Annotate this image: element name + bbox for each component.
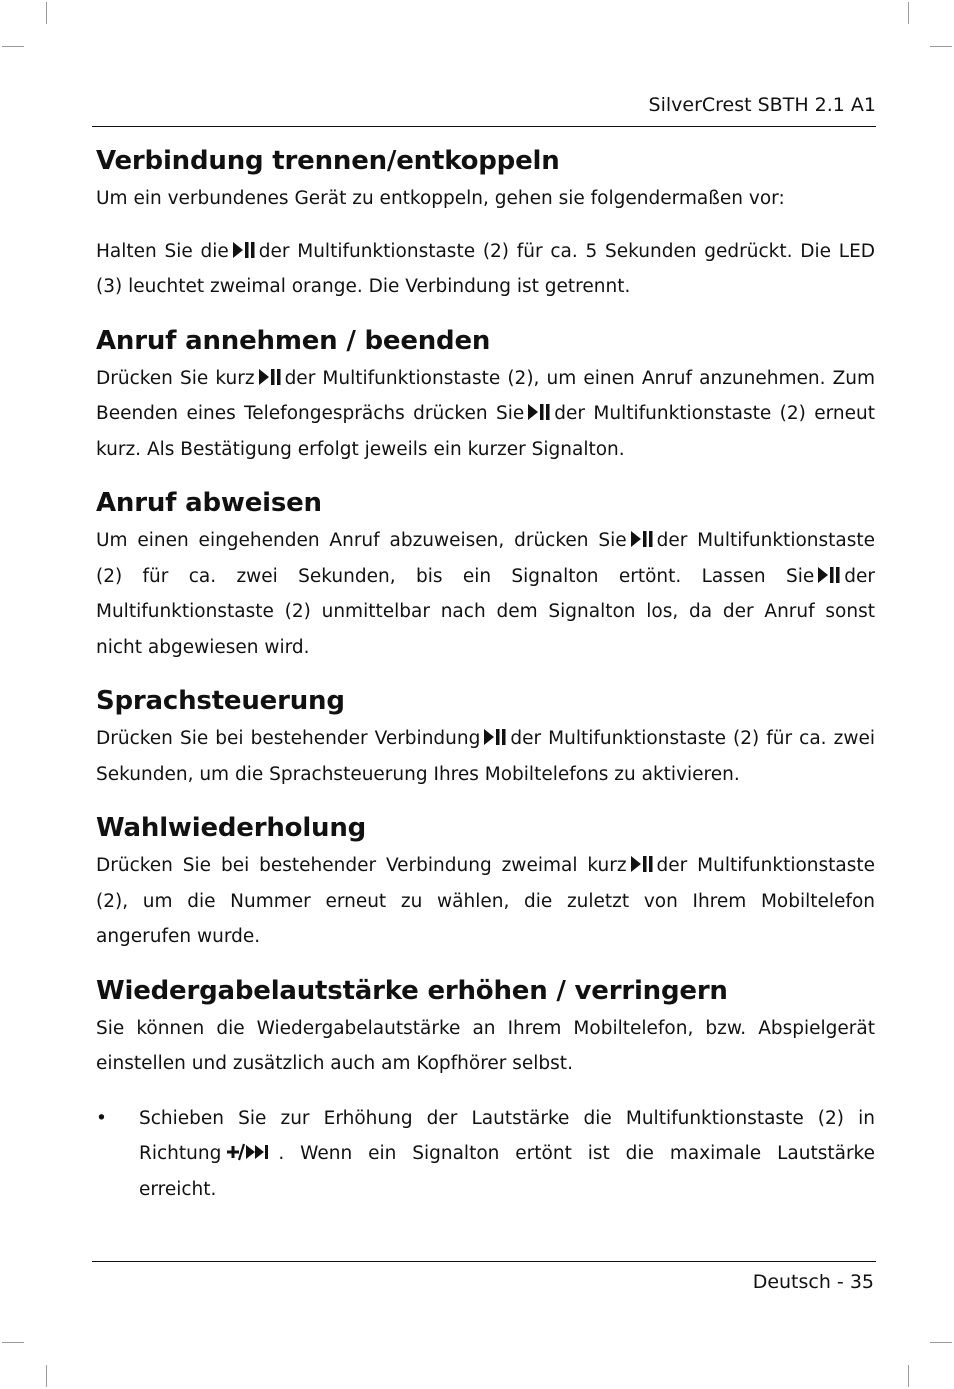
volume-up-next-icon xyxy=(227,1143,277,1161)
play-pause-icon xyxy=(817,566,841,584)
text-run: der Multifunktionstaste (2) erneut kurz. Als Bestätigung erfolgt jeweils ein kurzer Signalton. xyxy=(96,403,875,460)
footer-rule xyxy=(92,1261,876,1262)
page-header: SilverCrest SBTH 2.1 A1 xyxy=(648,94,876,116)
paragraph: Um ein verbundenes Gerät zu entkoppeln, gehen sie folgendermaßen vor: xyxy=(96,188,785,209)
text-run: der Multifunktionstaste (2) für ca. 5 Sekunden gedrückt. Die LED (3) leuchtet zweimal orange. Die Verbindung ist getrennt. xyxy=(96,240,875,297)
play-pause-icon xyxy=(527,403,551,421)
paragraph xyxy=(96,848,875,955)
text-run: Halten Sie die xyxy=(96,240,229,262)
text-run: Um einen eingehenden Anruf abzuweisen, drücken Sie xyxy=(96,530,627,551)
paragraph xyxy=(96,234,875,305)
section-heading: Sprachsteuerung xyxy=(96,686,345,716)
bullet-list xyxy=(96,1101,875,1208)
section-heading: Wahlwiederholung xyxy=(96,813,367,843)
section-heading: Anruf abweisen xyxy=(96,488,322,518)
paragraph: Sie können die Wiedergabelautstärke an Ihrem Mobiltelefon, bzw. Abspielgerät einstellen und zusätzlich auch am Kopfhörer selbst. xyxy=(96,1017,875,1074)
play-pause-icon xyxy=(630,530,654,548)
section-disconnect xyxy=(96,143,875,305)
crop-mark xyxy=(908,2,909,24)
text-run: Drücken Sie bei bestehender Verbindung zweimal kurz xyxy=(96,855,627,876)
paragraph xyxy=(96,361,875,468)
paragraph xyxy=(96,721,875,792)
crop-mark xyxy=(930,1342,952,1343)
crop-mark xyxy=(930,46,952,47)
section-heading: Anruf annehmen / beenden xyxy=(96,325,491,356)
play-pause-icon xyxy=(232,241,256,259)
section-heading: Wiedergabelautstärke erhöhen / verringern xyxy=(96,975,728,1006)
header-rule xyxy=(92,126,876,127)
text-run: der Multifunktionstaste (2) für ca. zwei Sekunden, um die Sprachsteuerung Ihres Mobiltelefons zu aktivieren. xyxy=(96,728,875,785)
text-run: der Multifunktionstaste (2), um die Nummer erneut zu wählen, die zuletzt von Ihrem Mobiltelefon angerufen wurde. xyxy=(96,855,876,947)
crop-mark xyxy=(908,1365,909,1387)
section-redial xyxy=(96,810,875,955)
text-run: . Wenn ein Signalton ertönt ist die maximale Lautstärke erreicht. xyxy=(139,1143,875,1200)
text-run: Drücken Sie bei bestehender Verbindung xyxy=(96,728,481,749)
text-run: der Multifunktionstaste (2), um einen Anruf anzunehmen. Zum Beenden eines Telefongesprächs drücken Sie xyxy=(96,367,875,424)
crop-mark xyxy=(46,2,47,24)
play-pause-icon xyxy=(483,728,507,746)
crop-mark xyxy=(2,1342,24,1343)
bullet: • xyxy=(96,1107,107,1129)
text-run: Schieben Sie zur Erhöhung der Lautstärke die Multifunktionstaste (2) in Richtung xyxy=(139,1107,875,1164)
page-footer: Deutsch - 35 xyxy=(752,1271,874,1293)
text-run: der Multifunktionstaste (2) für ca. zwei Sekunden, bis ein Signalton ertönt. Lassen Sie xyxy=(96,530,875,587)
section-reject-call xyxy=(96,485,875,665)
section-voice-control xyxy=(96,683,875,792)
play-pause-icon xyxy=(630,855,654,873)
play-pause-icon xyxy=(258,368,282,386)
section-volume xyxy=(96,973,875,1208)
crop-mark xyxy=(46,1365,47,1387)
section-answer-call xyxy=(96,323,875,468)
section-heading: Verbindung trennen/entkoppeln xyxy=(96,146,560,176)
text-run: der Multifunktionstaste (2) unmittelbar nach dem Signalton los, da der Anruf sonst nicht abgewiesen wird. xyxy=(96,565,875,658)
paragraph xyxy=(96,523,875,665)
list-item xyxy=(96,1101,875,1208)
text-run: Drücken Sie kurz xyxy=(96,367,255,389)
page-content xyxy=(96,143,875,1207)
crop-mark xyxy=(2,46,24,47)
